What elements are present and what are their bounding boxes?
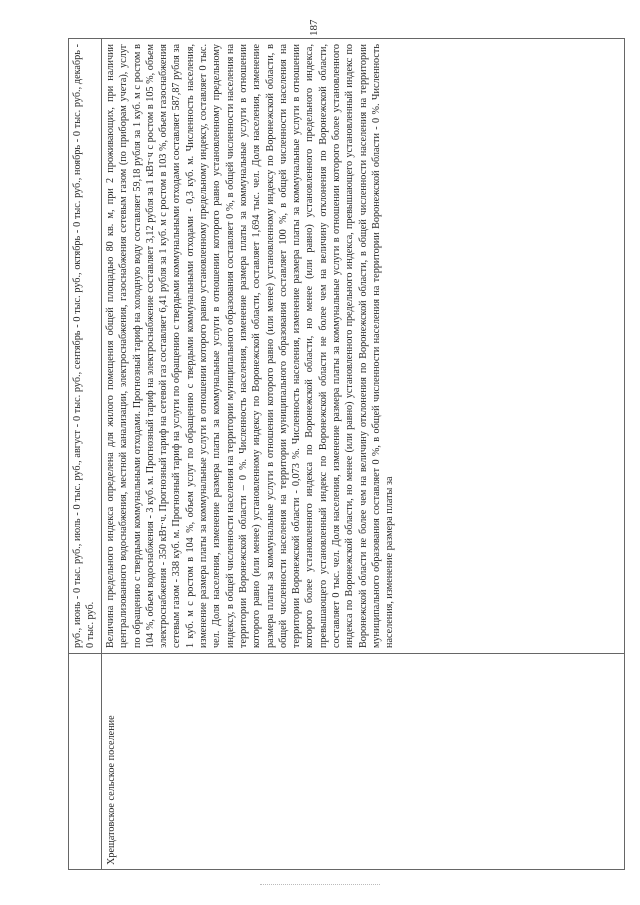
settlement-name-cell: Хрещатовское сельское поселение <box>102 653 624 869</box>
page-number: 187 <box>308 19 320 36</box>
table-row-continued <box>68 39 101 869</box>
settlement-cell-empty <box>69 653 101 869</box>
scan-artifact-divider <box>260 884 380 891</box>
continued-text-cell: руб., июнь - 0 тыс. руб., июль - 0 тыс. руб., август - 0 тыс. руб., сентябрь - 0 тыс. руб., октябрь - 0 тыс. руб., ноябрь - 0 тыс. руб., декабрь - 0 тыс. руб. <box>72 44 97 648</box>
document-table <box>68 40 625 870</box>
rotated-table-body <box>68 38 625 870</box>
description-text: Величина предельного индекса определена для жилого помещения общей площадью 80 кв. м, при 2 проживающих, при наличии централизованного водоснабжения, местной канализации, электроснабжения, газоснабжения сетевым газом (по приборам учета), услуг по обращению с твердыми коммунальными отходами. Прогнозный тариф на холодную воду составляет 59,18 рубля за 1 куб. м с ростом в 104 %, объем водоснабжения - 3 куб. м. Прогнозный тариф на электроснабжение составляет 3,12 рубля за 1 кВт·ч с ростом в 105 %, объем электроснабжения - 350 кВт·ч. Прогнозный тариф на сетевой газ составляет 6,41 рубля за 1 куб. м с ростом в 103 %, объем газоснабжения сетевым газом - 338 куб. м. Прогнозный тариф на услуги по обращению с твердыми коммунальными отходами составляет 587,87 рубля за 1 куб. м с ростом в 104 %, объем услуг по обращению с твердыми коммунальными отходами - 0,3 куб. м. Численность населения, изменение размера платы за коммунальные услуги в отношении которого равно установленному предельному индексу, составляет 0 тыс. чел. Доля населения, изменение размера платы за коммунальные услуги в отношении которого равно установленному предельному индексу, в общей численности населения на территории муниципального образования составляет 0 %, в общей численности населения на территории Воронежской области – 0 %. Численность населения, изменение размера платы за коммунальные услуги в отношении которого равно (или менее) установленному индексу по Воронежской области, составляет 1,694 тыс. чел. Доля населения, изменение размера платы за коммунальные услуги в отношении которого равно (или менее) установленному индексу по Воронежской области, в общей численности населения на территории муниципального образования составляет 100 %, в общей численности населения на территории Воронежской области - 0,073 %. Численность населения, изменение размера платы за коммунальные услуги в отношении которого более установленного индекса по Воронежской области, но менее (или равно) установленного предельного индекса, превышающего установленный индекс по Воронежской области не более чем на величину отклонения по Воронежской области, составляет 0 тыс. чел. Доля населения, изменение размера платы за коммунальные услуги в отношении которого более установленного индекса по Воронежской области, но менее (или равно) установленного предельного индекса, превышающего установленный индекс по Воронежской области не более чем на величину отклонения по Воронежской области, в общей численности населения на территории муниципального образования составляет 0 %, в общей численности населения на территории Воронежской области - 0 %. Численность населения, изменение размера платы за <box>105 44 396 648</box>
description-cell <box>102 39 624 653</box>
table-row-main <box>101 39 625 869</box>
